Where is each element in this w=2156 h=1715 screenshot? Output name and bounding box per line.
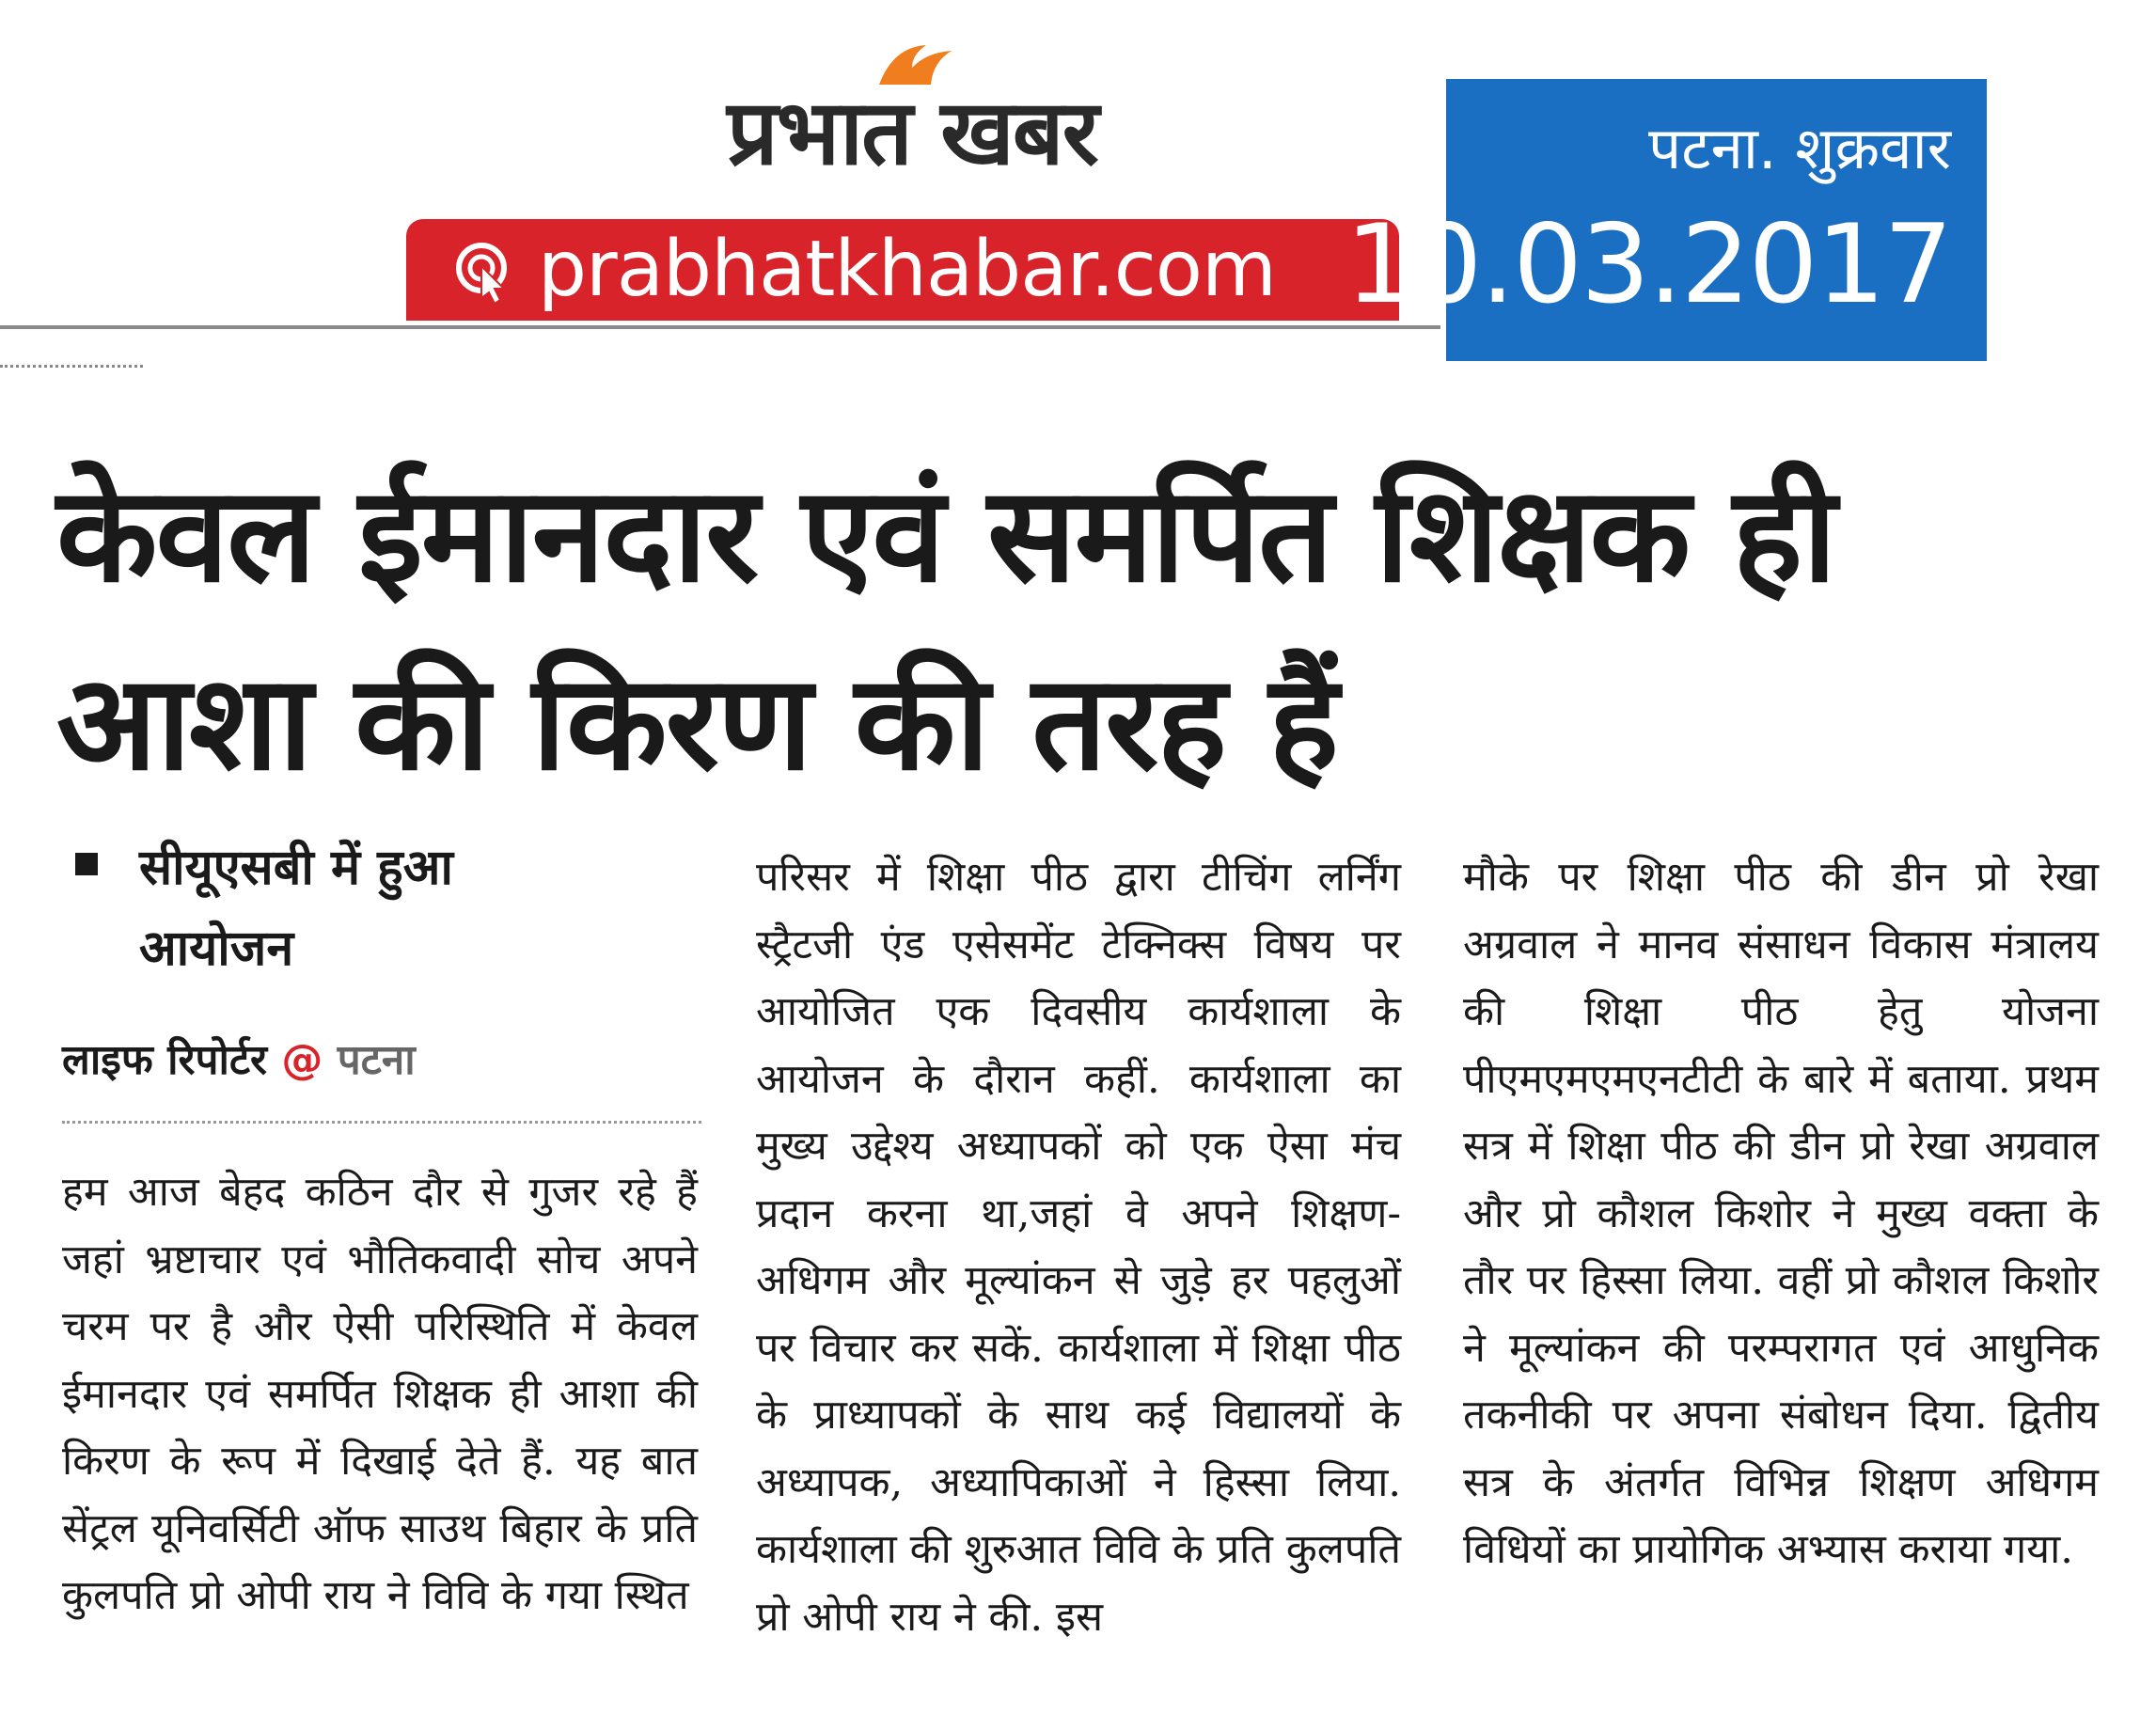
masthead-logo <box>658 58 1166 185</box>
website-banner <box>406 219 1399 321</box>
date-value: 10.03.2017 <box>1345 201 1951 328</box>
byline-city: पटना <box>337 1036 416 1084</box>
dotted-rule-left <box>0 365 143 368</box>
hand-click-icon <box>453 240 519 306</box>
article-subhead: सीयूएसबी में हुआ आयोजन <box>139 840 453 977</box>
article-column-1: हम आज बेहद कठिन दौर से गुजर रहे हैं जहां भ्रष्टाचार एवं भौतिकवादी सोच अपने चरम पर है और ऐसी परिस्थिति में केवल ईमानदार एवं समर्पित शिक्षक ही आशा की किरण के रूप में दिखाई देते हैं. यह बात सेंट्रल यूनिवर्सिटी ऑफ साउथ बिहार के प्रति कुलपति प्रो ओपी राय ने विवि के गया स्थित <box>62 1169 698 1619</box>
masthead-title: प्रभात खबर <box>727 80 1097 185</box>
date-box <box>1345 79 1987 361</box>
article-headline: केवल ईमानदार एवं समर्पित शिक्षक ही आशा की किरण की तरह हैं <box>56 459 1835 800</box>
square-bullet-icon <box>75 853 98 875</box>
website-url: prabhatkhabar.com <box>538 225 1276 314</box>
byline-divider <box>62 1121 701 1124</box>
byline-reporter: लाइफ रिपोर्टर <box>62 1036 268 1084</box>
byline-at: @ <box>281 1036 323 1084</box>
date-day: पटना. शुक्रवार <box>1647 114 1951 182</box>
masthead-rule <box>0 325 1440 329</box>
article-column-3: मौके पर शिक्षा पीठ की डीन प्रो रेखा अग्रवाल ने मानव संसाधन विकास मंत्रालय की शिक्षा पीठ हेतु योजना पीएमएमएमएनटीटी के बारे में बताया. प्रथम सत्र में शिक्षा पीठ की डीन प्रो रेखा अग्रवाल और प्रो कौशल किशोर ने मुख्य वक्ता के तौर पर हिस्सा लिया. वहीं प्रो कौशल किशोर ने मूल्यांकन की परम्परागत एवं आधुनिक तकनीकी पर अपना संबोधन दिया. द्वितीय सत्र के अंतर्गत विभिन्न शिक्षण अधिगम विधियों का प्रायोगिक अभ्यास कराया गया. <box>1463 854 2099 1573</box>
byline <box>62 1030 416 1086</box>
article-column-2: परिसर में शिक्षा पीठ द्वारा टीचिंग लर्निंग स्ट्रैटजी एंड एसेसमेंट टेक्निक्स विषय पर आयोजित एक दिवसीय कार्यशाला के आयोजन के दौरान कहीं. कार्यशाला का मुख्य उद्देश्य अध्यापकों को एक ऐसा मंच प्रदान करना था,जहां वे अपने शिक्षण-अधिगम और मूल्यांकन से जुड़े हर पहलुओं पर विचार कर सकें. कार्यशाला में शिक्षा पीठ के प्राध्यापकों के साथ कई विद्यालयों के अध्यापक, अध्यापिकाओं ने हिस्सा लिया. कार्यशाला की शुरुआत विवि के प्रति कुलपति प्रो ओपी राय ने की. इस <box>756 854 1401 1641</box>
